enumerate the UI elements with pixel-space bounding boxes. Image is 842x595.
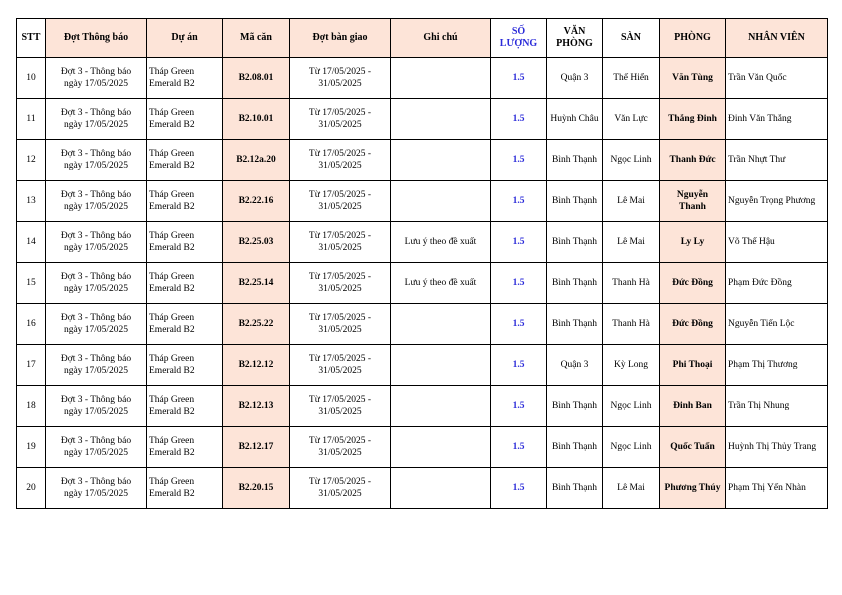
cell-dot-thong-bao: Đợt 3 - Thông báo ngày 17/05/2025	[46, 58, 147, 99]
cell-stt: 10	[17, 58, 46, 99]
header-ghi-chu: Ghi chú	[391, 19, 491, 58]
cell-phong: Đức Đồng	[660, 263, 726, 304]
cell-dot-ban-giao: Từ 17/05/2025 - 31/05/2025	[290, 222, 391, 263]
table-row	[17, 99, 828, 140]
cell-so-luong: 1.5	[491, 345, 547, 386]
header-phong: PHÒNG	[660, 19, 726, 58]
cell-van-phong: Bình Thạnh	[547, 263, 603, 304]
cell-ma-can: B2.12.12	[223, 345, 290, 386]
cell-dot-ban-giao: Từ 17/05/2025 - 31/05/2025	[290, 304, 391, 345]
cell-du-an: Tháp Green Emerald B2	[147, 222, 223, 263]
cell-dot-thong-bao: Đợt 3 - Thông báo ngày 17/05/2025	[46, 181, 147, 222]
cell-so-luong: 1.5	[491, 468, 547, 509]
cell-san: Lê Mai	[603, 181, 660, 222]
cell-san: Lê Mai	[603, 468, 660, 509]
table-row	[17, 427, 828, 468]
cell-ma-can: B2.12a.20	[223, 140, 290, 181]
cell-san: Lê Mai	[603, 222, 660, 263]
cell-phong: Thanh Đức	[660, 140, 726, 181]
cell-dot-ban-giao: Từ 17/05/2025 - 31/05/2025	[290, 140, 391, 181]
header-du-an: Dự án	[147, 19, 223, 58]
cell-dot-ban-giao: Từ 17/05/2025 - 31/05/2025	[290, 181, 391, 222]
cell-stt: 13	[17, 181, 46, 222]
cell-ghi-chu	[391, 304, 491, 345]
cell-so-luong: 1.5	[491, 386, 547, 427]
cell-dot-thong-bao: Đợt 3 - Thông báo ngày 17/05/2025	[46, 99, 147, 140]
cell-nhan-vien: Đinh Văn Thắng	[726, 99, 828, 140]
table-row	[17, 386, 828, 427]
cell-ghi-chu	[391, 99, 491, 140]
cell-dot-thong-bao: Đợt 3 - Thông báo ngày 17/05/2025	[46, 386, 147, 427]
cell-van-phong: Quận 3	[547, 345, 603, 386]
header-dot-thong-bao: Đợt Thông báo	[46, 19, 147, 58]
table-row	[17, 222, 828, 263]
cell-ma-can: B2.25.14	[223, 263, 290, 304]
cell-van-phong: Bình Thạnh	[547, 386, 603, 427]
table-row	[17, 345, 828, 386]
cell-du-an: Tháp Green Emerald B2	[147, 304, 223, 345]
cell-dot-thong-bao: Đợt 3 - Thông báo ngày 17/05/2025	[46, 222, 147, 263]
cell-stt: 18	[17, 386, 46, 427]
cell-stt: 14	[17, 222, 46, 263]
cell-nhan-vien: Phạm Thị Thương	[726, 345, 828, 386]
cell-ghi-chu: Lưu ý theo đề xuất	[391, 263, 491, 304]
cell-du-an: Tháp Green Emerald B2	[147, 468, 223, 509]
allocation-table	[16, 18, 828, 509]
cell-ma-can: B2.12.13	[223, 386, 290, 427]
cell-san: Ngọc Linh	[603, 427, 660, 468]
cell-ghi-chu	[391, 468, 491, 509]
cell-van-phong: Huỳnh Châu	[547, 99, 603, 140]
cell-dot-thong-bao: Đợt 3 - Thông báo ngày 17/05/2025	[46, 140, 147, 181]
cell-so-luong: 1.5	[491, 140, 547, 181]
cell-ghi-chu	[391, 427, 491, 468]
cell-van-phong: Bình Thạnh	[547, 468, 603, 509]
cell-van-phong: Bình Thạnh	[547, 181, 603, 222]
cell-dot-thong-bao: Đợt 3 - Thông báo ngày 17/05/2025	[46, 263, 147, 304]
cell-ghi-chu	[391, 386, 491, 427]
cell-nhan-vien: Nguyễn Tiến Lộc	[726, 304, 828, 345]
cell-du-an: Tháp Green Emerald B2	[147, 386, 223, 427]
cell-nhan-vien: Trần Nhựt Thư	[726, 140, 828, 181]
cell-san: Ngọc Linh	[603, 140, 660, 181]
cell-van-phong: Bình Thạnh	[547, 222, 603, 263]
cell-ghi-chu	[391, 58, 491, 99]
cell-san: Ngọc Linh	[603, 386, 660, 427]
cell-du-an: Tháp Green Emerald B2	[147, 263, 223, 304]
cell-so-luong: 1.5	[491, 222, 547, 263]
cell-ma-can: B2.12.17	[223, 427, 290, 468]
cell-stt: 19	[17, 427, 46, 468]
cell-van-phong: Quận 3	[547, 58, 603, 99]
cell-so-luong: 1.5	[491, 263, 547, 304]
cell-nhan-vien: Võ Thế Hậu	[726, 222, 828, 263]
cell-du-an: Tháp Green Emerald B2	[147, 181, 223, 222]
cell-dot-thong-bao: Đợt 3 - Thông báo ngày 17/05/2025	[46, 427, 147, 468]
cell-so-luong: 1.5	[491, 99, 547, 140]
cell-dot-ban-giao: Từ 17/05/2025 - 31/05/2025	[290, 99, 391, 140]
cell-dot-ban-giao: Từ 17/05/2025 - 31/05/2025	[290, 263, 391, 304]
cell-van-phong: Bình Thạnh	[547, 140, 603, 181]
cell-san: Thanh Hà	[603, 304, 660, 345]
cell-so-luong: 1.5	[491, 58, 547, 99]
cell-nhan-vien: Trần Văn Quốc	[726, 58, 828, 99]
cell-so-luong: 1.5	[491, 304, 547, 345]
cell-phong: Đinh Ban	[660, 386, 726, 427]
cell-dot-ban-giao: Từ 17/05/2025 - 31/05/2025	[290, 58, 391, 99]
cell-so-luong: 1.5	[491, 427, 547, 468]
cell-nhan-vien: Phạm Thị Yến Nhàn	[726, 468, 828, 509]
cell-dot-ban-giao: Từ 17/05/2025 - 31/05/2025	[290, 468, 391, 509]
cell-ghi-chu	[391, 345, 491, 386]
cell-phong: Nguyễn Thanh	[660, 181, 726, 222]
table-row	[17, 140, 828, 181]
cell-dot-thong-bao: Đợt 3 - Thông báo ngày 17/05/2025	[46, 468, 147, 509]
cell-ghi-chu: Lưu ý theo đề xuất	[391, 222, 491, 263]
cell-phong: Đức Đồng	[660, 304, 726, 345]
cell-san: Kỳ Long	[603, 345, 660, 386]
cell-ma-can: B2.25.22	[223, 304, 290, 345]
cell-phong: Quốc Tuấn	[660, 427, 726, 468]
cell-ma-can: B2.25.03	[223, 222, 290, 263]
cell-van-phong: Bình Thạnh	[547, 427, 603, 468]
header-nhan-vien: NHÂN VIÊN	[726, 19, 828, 58]
header-ma-can: Mã căn	[223, 19, 290, 58]
cell-stt: 11	[17, 99, 46, 140]
cell-san: Văn Lực	[603, 99, 660, 140]
cell-san: Thanh Hà	[603, 263, 660, 304]
cell-ma-can: B2.10.01	[223, 99, 290, 140]
cell-dot-thong-bao: Đợt 3 - Thông báo ngày 17/05/2025	[46, 304, 147, 345]
header-stt: STT	[17, 19, 46, 58]
cell-ma-can: B2.20.15	[223, 468, 290, 509]
header-dot-ban-giao: Đợt bàn giao	[290, 19, 391, 58]
cell-du-an: Tháp Green Emerald B2	[147, 99, 223, 140]
cell-phong: Phi Thoại	[660, 345, 726, 386]
header-row	[17, 19, 828, 58]
table-row	[17, 304, 828, 345]
cell-van-phong: Bình Thạnh	[547, 304, 603, 345]
cell-du-an: Tháp Green Emerald B2	[147, 140, 223, 181]
cell-phong: Ly Ly	[660, 222, 726, 263]
cell-san: Thế Hiển	[603, 58, 660, 99]
cell-nhan-vien: Trần Thị Nhung	[726, 386, 828, 427]
cell-dot-thong-bao: Đợt 3 - Thông báo ngày 17/05/2025	[46, 345, 147, 386]
cell-dot-ban-giao: Từ 17/05/2025 - 31/05/2025	[290, 345, 391, 386]
cell-du-an: Tháp Green Emerald B2	[147, 58, 223, 99]
cell-phong: Phương Thúy	[660, 468, 726, 509]
cell-stt: 15	[17, 263, 46, 304]
header-van-phong: VĂN PHÒNG	[547, 19, 603, 58]
cell-nhan-vien: Phạm Đức Đồng	[726, 263, 828, 304]
cell-nhan-vien: Huỳnh Thị Thủy Trang	[726, 427, 828, 468]
cell-dot-ban-giao: Từ 17/05/2025 - 31/05/2025	[290, 427, 391, 468]
table-body	[17, 58, 828, 509]
cell-so-luong: 1.5	[491, 181, 547, 222]
cell-phong: Thắng Đinh	[660, 99, 726, 140]
cell-ghi-chu	[391, 181, 491, 222]
cell-stt: 17	[17, 345, 46, 386]
cell-ma-can: B2.08.01	[223, 58, 290, 99]
cell-ma-can: B2.22.16	[223, 181, 290, 222]
table-row	[17, 181, 828, 222]
cell-ghi-chu	[391, 140, 491, 181]
cell-stt: 12	[17, 140, 46, 181]
cell-du-an: Tháp Green Emerald B2	[147, 427, 223, 468]
cell-phong: Văn Tùng	[660, 58, 726, 99]
table-row	[17, 468, 828, 509]
cell-stt: 16	[17, 304, 46, 345]
cell-dot-ban-giao: Từ 17/05/2025 - 31/05/2025	[290, 386, 391, 427]
cell-stt: 20	[17, 468, 46, 509]
header-san: SÀN	[603, 19, 660, 58]
table-row	[17, 263, 828, 304]
table-row	[17, 58, 828, 99]
cell-du-an: Tháp Green Emerald B2	[147, 345, 223, 386]
header-so-luong: SỐ LƯỢNG	[491, 19, 547, 58]
cell-nhan-vien: Nguyễn Trọng Phương	[726, 181, 828, 222]
